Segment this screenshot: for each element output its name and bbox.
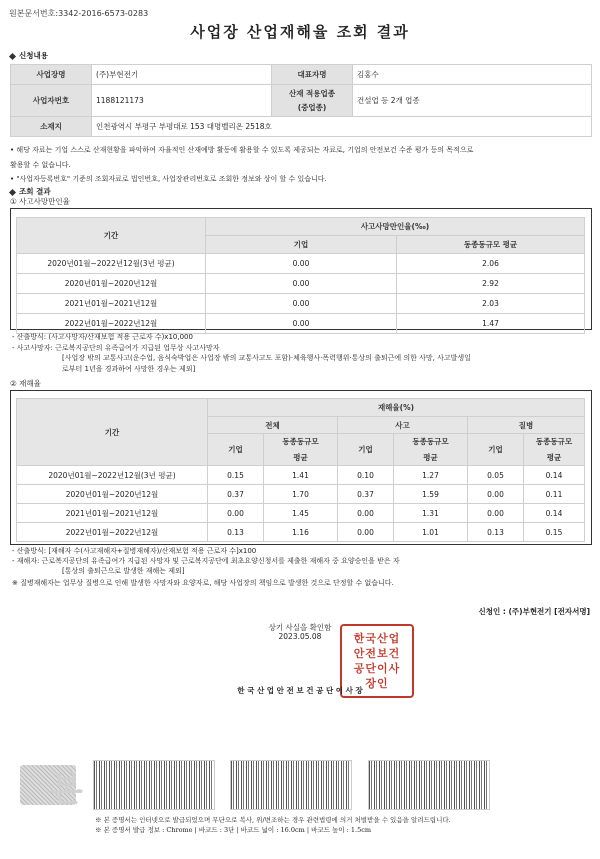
injury-col-peer: 동종동규모 평균 <box>394 434 468 466</box>
footer-notes: ※ 본 증명서는 인터넷으로 발급되었으며 무단으로 복사, 위/변조하는 경우 관련법령에 의거 처벌받을 수 있음을 알려드립니다. ※ 본 증명서 발급 정보 : Chrome | 바코드 : 3단 | 바코드 넓이 : 16.0cm | 바코드 높이 : 1.5cm <box>95 816 451 834</box>
company-label: 사업장명 <box>11 65 92 85</box>
table-row: 2022년01월~2022년12월 0.13 1.16 0.00 1.01 0.13 0.15 <box>17 523 585 542</box>
page-title: 사업장 산업재해율 조회 결과 <box>190 23 410 41</box>
injury-section-heading: ② 재해율 <box>10 379 41 388</box>
confirm-text: 상기 사실을 확인함 <box>268 623 332 632</box>
injury-col-group: 재해율(%) <box>208 399 585 417</box>
fatal-col-period: 기간 <box>17 218 206 254</box>
table-row: 2022년01월~2022년12월 0.00 1.47 <box>17 314 585 334</box>
applicant-section-heading: 신청내용 <box>10 50 48 61</box>
injury-col-peer: 동종동규모 평균 <box>524 434 585 466</box>
signer: 신청인 : (주)부현전기 [전자서명] <box>478 607 590 616</box>
seal-image: 한국산업 안전보건 공단이사 장인 <box>353 632 401 690</box>
company-value: (주)부현전기 <box>92 65 272 85</box>
table-row: 2020년01월~2022년12월(3년 평균) 0.15 1.41 0.10 1.27 0.05 0.14 <box>17 466 585 485</box>
injury-col-peer: 동종동규모 평균 <box>264 434 338 466</box>
fatal-col-group: 사고사망만인율(‰) <box>206 218 585 236</box>
barcode-3 <box>368 760 490 810</box>
rep-value: 김홍수 <box>353 65 592 85</box>
address-value: 인천광역시 부평구 부평대로 153 대명벨리온 2518호 <box>92 117 592 137</box>
bizno-label: 사업자번호 <box>11 85 92 117</box>
injury-col-period: 기간 <box>17 399 208 466</box>
injury-notes: - 산출방식: [재해자 수(사고재해자+질병재해자)/산재보험 적용 근로자 수]x100 - 재해자: 근로복지공단의 유족급여가 지급된 사망자 및 근로복지공단에 최초요양신청서를 제출한 재해자 중 요양승인을 받은 자 [통상의 출퇴근으로 발생한 재해는 제외] ※ 질병재해자는 업무상 질병으로 인해 발생한 사망자와 요양자로, 해당 사업장의 책임으로 발생한 것으로 단정할 수 없습니다. <box>12 547 400 587</box>
industry-label: 산재 적용업종 (중업종) <box>272 85 353 117</box>
fatal-section-heading: ① 사고사망만인율 <box>10 197 70 206</box>
injury-col-total: 전체 <box>208 417 338 434</box>
injury-col-accident: 사고 <box>338 417 468 434</box>
applicant-table <box>10 64 592 137</box>
diamond-icon <box>9 52 16 59</box>
injury-col-disease: 질병 <box>468 417 585 434</box>
result-section-heading: 조회 결과 <box>10 186 51 197</box>
barcode-2 <box>230 760 352 810</box>
fatal-col-company: 기업 <box>206 236 397 254</box>
injury-col-company: 기업 <box>338 434 394 466</box>
bizno-value: 1188121173 <box>92 85 272 117</box>
injury-table <box>16 398 585 542</box>
barcode-1 <box>93 760 215 810</box>
fatal-notes: - 산출방식: (사고사망자/산재보험 적용 근로자 수)x10,000 - 사고사망자: 근로복지공단의 유족급여가 지급된 업무상 사고사망자 [사업장 밖의 교통사고(운수업, 음식숙박업은 사업장 밖의 교통사고도 포함)·체육행사·폭력행위·통상의 출퇴근에 의한 사망, 사고발생일 로부터 1년을 경과하여 사망한 경우는 제외] <box>12 333 471 373</box>
issue-date: 2023.05.08 <box>278 632 322 641</box>
table-row: 2020년01월~2022년12월(3년 평균) 0.00 2.06 <box>17 254 585 274</box>
industry-value: 건설업 등 2개 업종 <box>353 85 592 117</box>
address-label: 소재지 <box>11 117 92 137</box>
intro-notes: • 해당 자료는 기업 스스로 산재현황을 파악하여 자율적인 산재예방 활동에 활용할 수 있도록 제공되는 자료로, 기업의 안전보건 수준 평가 등의 목적으로 활용할 수 없습니다. • "사업자등록번호" 기준의 조회자료로 법인번호, 사업장관리번호로 조회한 정보와 상이 할 수 있습니다. <box>10 146 474 183</box>
document-number: 원본문서번호:3342-2016-6573-0283 <box>9 9 149 18</box>
table-row: 2020년01월~2020년12월 0.00 2.92 <box>17 274 585 294</box>
diamond-icon <box>9 188 16 195</box>
table-row: 2020년01월~2020년12월 0.37 1.70 0.37 1.59 0.00 0.11 <box>17 485 585 504</box>
stamp-char: 본 <box>50 770 83 810</box>
injury-col-company: 기업 <box>468 434 524 466</box>
injury-col-company: 기업 <box>208 434 264 466</box>
issuer-name: 한 국 산 업 안 전 보 건 공 단 이 사 장 <box>237 686 363 695</box>
rep-label: 대표자명 <box>272 65 353 85</box>
fatal-table <box>16 217 585 334</box>
table-row: 2021년01월~2021년12월 0.00 1.45 0.00 1.31 0.00 0.14 <box>17 504 585 523</box>
table-row: 2021년01월~2021년12월 0.00 2.03 <box>17 294 585 314</box>
fatal-col-peer: 동종동규모 평균 <box>397 236 585 254</box>
